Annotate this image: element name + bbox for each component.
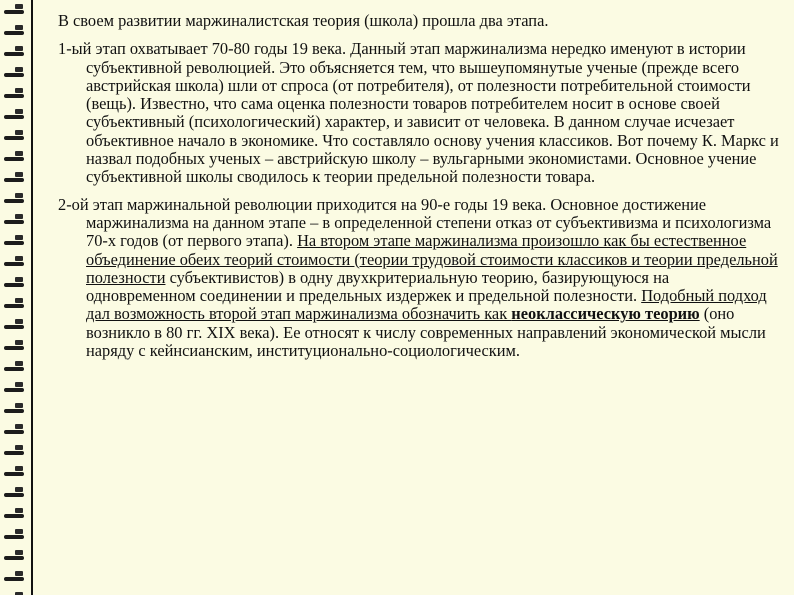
binding-ring [4,508,26,522]
neoclassical-term: неоклассическую теорию [511,304,700,324]
stage2-text-a: 2-ой этап маржинальной революции приходится на 90-е годы 19 века. Основное достижение маржинализма на данном этапе – в определенной степени отказ от субъективизма и психологизма 70-х годов (от первого этапа). [58,194,772,251]
binding-ring [4,193,26,207]
binding-ring [4,403,26,417]
spiral-binding [0,0,40,595]
binding-ring [4,361,26,375]
stage1-paragraph: 1-ый этап охватывает 70-80 годы 19 века. Данный этап маржинализма нередко именуют в истории субъективной революцией. Это объясняется тем, что вышеупомянутые ученые (прежде всего австрийская школа) шли от спроса (от потребителя), от полезности потребительной стоимости (вещь). Известно, что сама оценка полезности товаров потребителем носит в основе своей субъективный (психологический) характер, и зависит от человека. В данном случае исчезает объективное начало в экономике. Что составляло основу учения классиков. Вот почему К. Маркс и назвал подобных ученых – австрийскую школу – вульгарными экономистами. Основное учение субъективной школы сводилось к теории предельной полезности товара. [58,39,779,187]
binding-ring [4,382,26,396]
stage2-underlined-a: На втором этапе маржинализма произошло как бы естественное объединение обеих теорий стоимости (теории трудовой стоимости классиков и теории предельной полезности [86,231,778,287]
binding-ring [4,319,26,333]
binding-ring [4,46,26,60]
binding-ring [4,571,26,585]
binding-ring [4,172,26,186]
binding-ring [4,109,26,123]
binding-ring [4,67,26,81]
binding-ring [4,25,26,39]
margin-rule [31,0,33,595]
binding-ring [4,88,26,102]
binding-ring [4,340,26,354]
binding-ring [4,4,26,18]
binding-ring [4,466,26,480]
binding-ring [4,130,26,144]
binding-ring [4,235,26,249]
stage2-paragraph [58,196,780,361]
binding-ring [4,445,26,459]
binding-ring [4,550,26,564]
intro-paragraph: В своем развитии маржиналистская теория (школа) прошла два этапа. [58,11,549,30]
binding-ring [4,298,26,312]
stage2-text-b: субъективистов) в одну двухкритериальную теорию, базирующуюся на одновременном соединении и предельных издержек и предельной полезности. [86,267,670,306]
binding-ring [4,151,26,165]
text-body [58,12,780,369]
binding-ring [4,277,26,291]
stage2-underlined-b: Подобный подход дал возможность второй этап маржинализма обозначить как [86,286,767,324]
binding-ring [4,424,26,438]
binding-ring [4,256,26,270]
binding-ring [4,487,26,501]
binding-ring [4,529,26,543]
binding-ring [4,214,26,228]
stage2-text-c: (оно возникло в 80 гг. XIX века). Ее относят к числу современных направлений экономической мысли наряду с кейнсианским, институционально-социологическим. [86,304,766,361]
